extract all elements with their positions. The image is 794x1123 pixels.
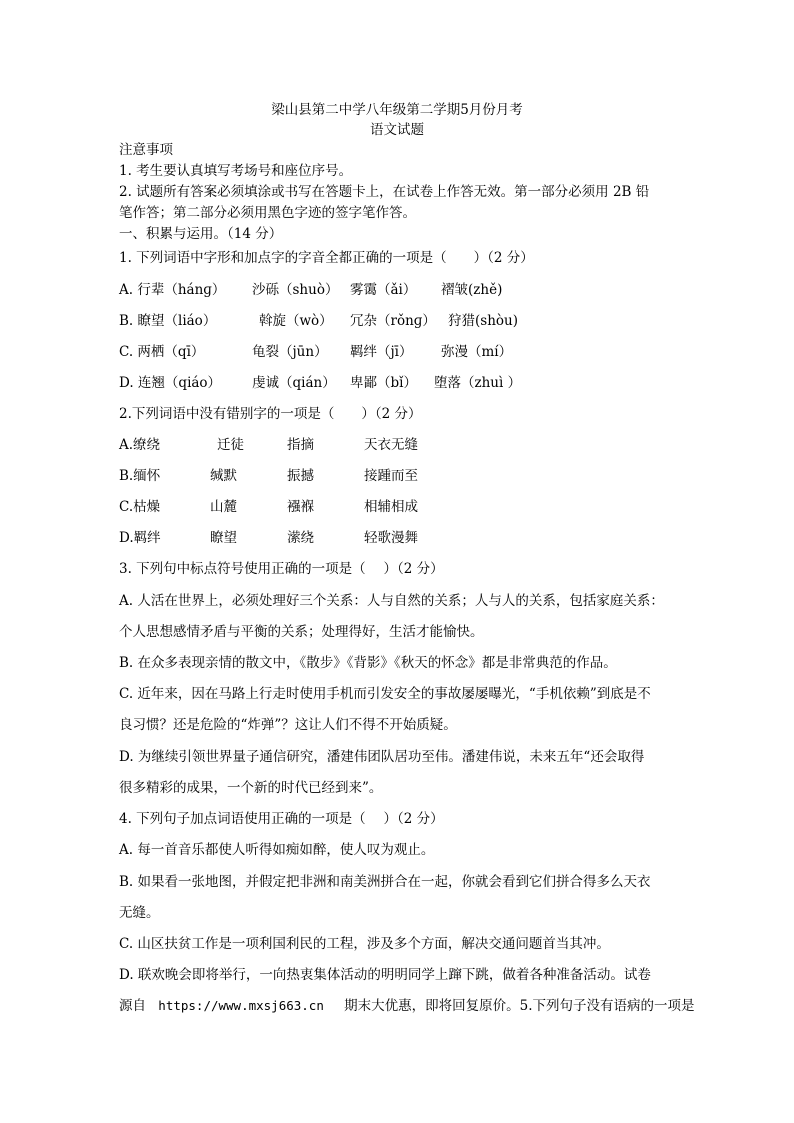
q1-stem: 1. 下列词语中字形和加点字的字音全都正确的一项是（ ）（2 分） xyxy=(119,250,534,266)
exam-title: 梁山县第二中学八年级第二学期5月份月考 xyxy=(271,102,523,118)
q3-text-line: 个人思想感情矛盾与平衡的关系；处理得好，生活才能愉快。 xyxy=(119,624,484,640)
q3-text-line: D. 为继续引领世界量子通信研究，潘建伟团队居功至伟。潘建伟说，未来五年“还会取得 xyxy=(119,749,645,765)
option-term: 接踵而至 xyxy=(364,468,418,484)
option-term: 褶皱(zhě) xyxy=(441,282,503,298)
option-term: 虔诚（qián） xyxy=(252,375,336,391)
exam-subtitle: 语文试题 xyxy=(370,122,424,138)
option-term: 沙砾（shuò） xyxy=(252,282,339,298)
notice-line: 笔作答；第二部分必须用黑色字迹的签字笔作答。 xyxy=(119,205,416,221)
option-term: 轻歌漫舞 xyxy=(364,530,418,546)
option-term: 潆绕 xyxy=(287,530,314,546)
option-term: 瞭望 xyxy=(210,530,237,546)
option-term: 堕落（zhuì ） xyxy=(434,375,522,391)
q4-last-line xyxy=(119,997,695,1015)
notice-line: 1. 考生要认真填写考场号和座位序号。 xyxy=(119,163,353,179)
q3-text-line: 很多精彩的成果，一个新的时代已经到来”。 xyxy=(119,780,383,796)
option-term: 羁绊（jī） xyxy=(350,344,413,360)
q4-text-line: B. 如果看一张地图，并假定把非洲和南美洲拼合在一起，你就会看到它们拼合得多么天衣 xyxy=(119,874,651,890)
q3-text-line: A. 人活在世界上，必须处理好三个关系：人与自然的关系；人与人的关系，包括家庭关系： xyxy=(119,593,664,609)
promo-text: 期末大优惠，即将回复原价。5.下列句子没有语病的一项是 xyxy=(344,998,695,1014)
option-term: 缄默 xyxy=(210,468,237,484)
q3-text-line: C. 近年来，因在马路上行走时使用手机而引发安全的事故屡屡曝光，“手机依赖”到底是不 xyxy=(119,686,651,702)
option-term: 雾霭（ǎi） xyxy=(350,282,417,298)
notice-line: 2. 试题所有答案必须填涂或书写在答题卡上，在试卷上作答无效。第一部分必须用 2B 铅 xyxy=(119,184,650,200)
option-term: 襁褓 xyxy=(287,499,314,515)
source-url[interactable]: https://www.mxsj663.cn xyxy=(158,998,324,1013)
q4-text-line: C. 山区扶贫工作是一项利国利民的工程，涉及多个方面，解决交通问题首当其冲。 xyxy=(119,936,610,952)
option-term: 天衣无缝 xyxy=(364,437,418,453)
option-term: A.缭绕 xyxy=(119,437,161,453)
q4-text-line: 无缝。 xyxy=(119,905,160,921)
option-term: 指摘 xyxy=(287,437,314,453)
option-term: 迁徒 xyxy=(217,437,244,453)
option-term: C.枯燥 xyxy=(119,499,161,515)
option-term: 振撼 xyxy=(287,468,314,484)
q3-text-line: 良习惯？还是危险的“炸弹”？这让人们不得不开始质疑。 xyxy=(119,717,457,733)
option-term: 弥漫（mí） xyxy=(441,344,513,360)
option-term: D. 连翘（qiáo） xyxy=(119,375,222,391)
section-heading: 一、积累与运用。（14 分） xyxy=(119,226,283,242)
option-term: 斡旋（wò） xyxy=(259,313,333,329)
q3-stem: 3. 下列句中标点符号使用正确的一项是（ ）（2 分） xyxy=(119,561,444,577)
option-term: 山麓 xyxy=(210,499,237,515)
option-term: 相辅相成 xyxy=(364,499,418,515)
option-term: 卑鄙（bǐ） xyxy=(350,375,417,391)
option-term: D.羁绊 xyxy=(119,530,161,546)
q4-text-line: D. 联欢晚会即将举行，一向热衷集体活动的明明同学上蹿下跳，做着各种准备活动。试卷 xyxy=(119,967,651,983)
notice-heading: 注意事项 xyxy=(119,142,173,158)
q4-stem: 4. 下列句子加点词语使用正确的一项是（ ）（2 分） xyxy=(119,811,444,827)
option-term: 冗杂（rǒnɡ） xyxy=(350,313,436,329)
option-term: B.缅怀 xyxy=(119,468,161,484)
source-prefix: 源自 xyxy=(119,998,146,1014)
option-term: C. 两栖（qī） xyxy=(119,344,205,360)
q2-stem: 2.下列词语中没有错别字的一项是（ ）（2 分） xyxy=(119,406,422,422)
option-term: A. 行辈（hánɡ） xyxy=(119,282,226,298)
option-term: 狩猎(shòu) xyxy=(448,313,518,329)
option-term: 龟裂（jūn） xyxy=(252,344,328,360)
q4-text-line: A. 每一首音乐都使人听得如痴如醉，使人叹为观止。 xyxy=(119,842,435,858)
option-term: B. 瞭望（liáo） xyxy=(119,313,217,329)
q3-text-line: B. 在众多表现亲情的散文中，《散步》《背影》《秋天的怀念》都是非常典范的作品。 xyxy=(119,655,617,671)
